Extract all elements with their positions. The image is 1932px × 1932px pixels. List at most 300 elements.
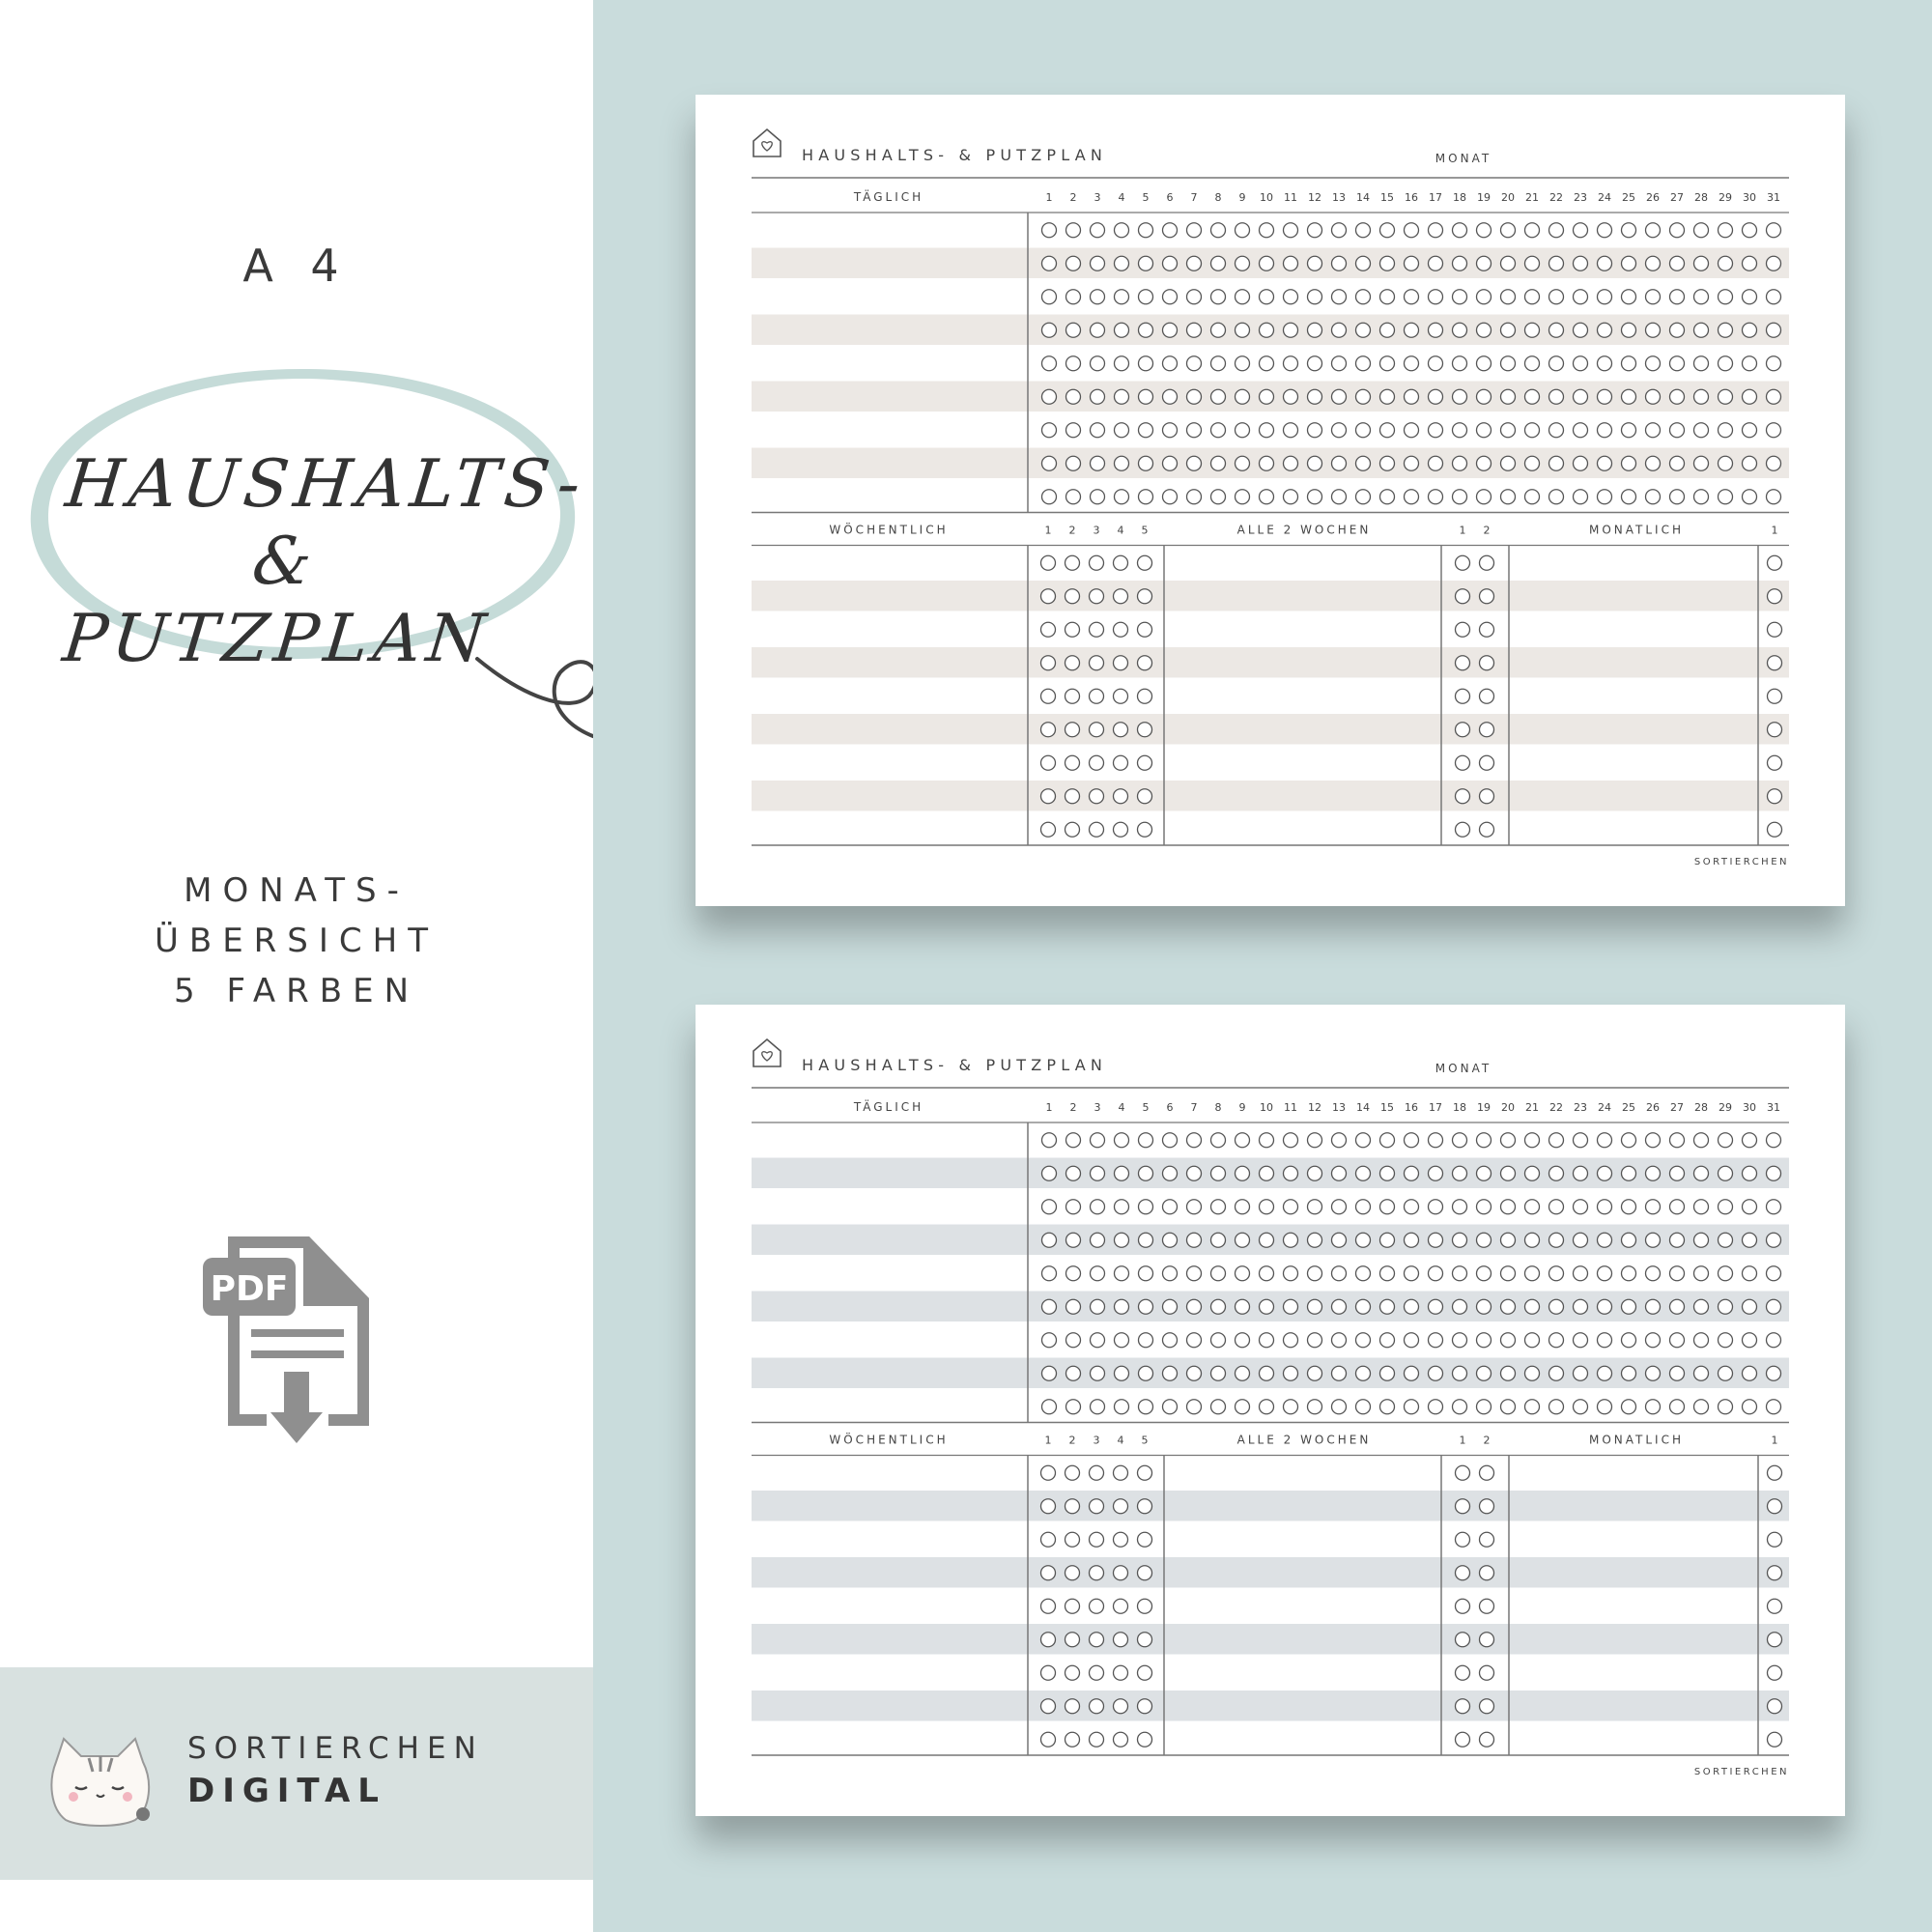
daily-checkbox[interactable] [1260,323,1274,337]
daily-checkbox[interactable] [1356,389,1371,404]
monthly-checkbox[interactable] [1768,589,1782,604]
daily-checkbox[interactable] [1115,1133,1129,1148]
daily-checkbox[interactable] [1163,290,1178,304]
daily-checkbox[interactable] [1260,1166,1274,1180]
daily-checkbox[interactable] [1598,1266,1612,1281]
daily-checkbox[interactable] [1308,490,1322,504]
daily-checkbox[interactable] [1670,256,1685,270]
weekly-checkbox[interactable] [1090,622,1104,637]
biweekly-checkbox[interactable] [1456,1732,1470,1747]
daily-checkbox[interactable] [1719,1299,1733,1314]
daily-checkbox[interactable] [1719,1133,1733,1148]
daily-checkbox[interactable] [1042,1200,1057,1214]
daily-checkbox[interactable] [1405,1333,1419,1348]
daily-checkbox[interactable] [1042,1400,1057,1414]
daily-checkbox[interactable] [1598,356,1612,371]
daily-checkbox[interactable] [1211,356,1226,371]
daily-checkbox[interactable] [1453,1166,1467,1180]
biweekly-checkbox[interactable] [1480,689,1494,703]
daily-checkbox[interactable] [1163,1166,1178,1180]
daily-checkbox[interactable] [1236,356,1250,371]
daily-checkbox[interactable] [1284,490,1298,504]
weekly-checkbox[interactable] [1065,622,1080,637]
daily-checkbox[interactable] [1211,389,1226,404]
daily-checkbox[interactable] [1694,1299,1709,1314]
weekly-checkbox[interactable] [1114,789,1128,804]
daily-checkbox[interactable] [1477,389,1492,404]
daily-checkbox[interactable] [1767,423,1781,438]
weekly-checkbox[interactable] [1065,656,1080,670]
daily-checkbox[interactable] [1139,323,1153,337]
daily-checkbox[interactable] [1284,423,1298,438]
daily-checkbox[interactable] [1622,389,1636,404]
daily-checkbox[interactable] [1236,456,1250,470]
daily-checkbox[interactable] [1646,456,1661,470]
daily-checkbox[interactable] [1356,490,1371,504]
daily-checkbox[interactable] [1163,256,1178,270]
daily-checkbox[interactable] [1501,1366,1516,1380]
daily-checkbox[interactable] [1598,256,1612,270]
daily-checkbox[interactable] [1284,1133,1298,1148]
daily-checkbox[interactable] [1574,356,1588,371]
daily-checkbox[interactable] [1405,290,1419,304]
monthly-checkbox[interactable] [1768,1499,1782,1514]
daily-checkbox[interactable] [1549,1333,1564,1348]
daily-checkbox[interactable] [1477,1133,1492,1148]
daily-checkbox[interactable] [1332,256,1347,270]
daily-checkbox[interactable] [1429,1333,1443,1348]
daily-checkbox[interactable] [1719,1266,1733,1281]
weekly-checkbox[interactable] [1065,1665,1080,1680]
daily-checkbox[interactable] [1477,1366,1492,1380]
daily-checkbox[interactable] [1574,1166,1588,1180]
daily-checkbox[interactable] [1066,1299,1081,1314]
weekly-checkbox[interactable] [1065,723,1080,737]
daily-checkbox[interactable] [1405,1200,1419,1214]
daily-checkbox[interactable] [1549,1266,1564,1281]
daily-checkbox[interactable] [1091,490,1105,504]
daily-checkbox[interactable] [1139,1233,1153,1247]
daily-checkbox[interactable] [1574,1333,1588,1348]
weekly-checkbox[interactable] [1065,689,1080,703]
daily-checkbox[interactable] [1429,1166,1443,1180]
biweekly-checkbox[interactable] [1456,822,1470,837]
weekly-checkbox[interactable] [1114,1566,1128,1580]
daily-checkbox[interactable] [1332,1366,1347,1380]
weekly-checkbox[interactable] [1114,1465,1128,1480]
weekly-checkbox[interactable] [1041,1633,1056,1647]
daily-checkbox[interactable] [1380,1333,1395,1348]
daily-checkbox[interactable] [1646,389,1661,404]
daily-checkbox[interactable] [1598,1299,1612,1314]
weekly-checkbox[interactable] [1090,589,1104,604]
daily-checkbox[interactable] [1308,389,1322,404]
daily-checkbox[interactable] [1042,389,1057,404]
daily-checkbox[interactable] [1380,389,1395,404]
daily-checkbox[interactable] [1042,1233,1057,1247]
biweekly-checkbox[interactable] [1480,1699,1494,1714]
daily-checkbox[interactable] [1767,323,1781,337]
weekly-checkbox[interactable] [1041,589,1056,604]
daily-checkbox[interactable] [1767,1400,1781,1414]
daily-checkbox[interactable] [1525,389,1540,404]
daily-checkbox[interactable] [1646,423,1661,438]
weekly-checkbox[interactable] [1065,789,1080,804]
daily-checkbox[interactable] [1284,389,1298,404]
weekly-checkbox[interactable] [1041,723,1056,737]
daily-checkbox[interactable] [1332,223,1347,238]
daily-checkbox[interactable] [1453,1366,1467,1380]
biweekly-checkbox[interactable] [1480,1465,1494,1480]
daily-checkbox[interactable] [1115,356,1129,371]
daily-checkbox[interactable] [1187,1233,1202,1247]
daily-checkbox[interactable] [1187,323,1202,337]
daily-checkbox[interactable] [1163,1266,1178,1281]
daily-checkbox[interactable] [1115,1266,1129,1281]
daily-checkbox[interactable] [1622,1400,1636,1414]
daily-checkbox[interactable] [1236,389,1250,404]
daily-checkbox[interactable] [1525,1299,1540,1314]
daily-checkbox[interactable] [1598,389,1612,404]
daily-checkbox[interactable] [1598,456,1612,470]
daily-checkbox[interactable] [1356,223,1371,238]
biweekly-checkbox[interactable] [1456,1499,1470,1514]
daily-checkbox[interactable] [1453,1299,1467,1314]
daily-checkbox[interactable] [1429,1400,1443,1414]
daily-checkbox[interactable] [1332,456,1347,470]
daily-checkbox[interactable] [1743,423,1757,438]
weekly-checkbox[interactable] [1041,1465,1056,1480]
daily-checkbox[interactable] [1525,1133,1540,1148]
daily-checkbox[interactable] [1767,389,1781,404]
daily-checkbox[interactable] [1694,1333,1709,1348]
weekly-checkbox[interactable] [1065,1732,1080,1747]
daily-checkbox[interactable] [1139,356,1153,371]
daily-checkbox[interactable] [1598,323,1612,337]
daily-checkbox[interactable] [1549,456,1564,470]
weekly-checkbox[interactable] [1114,755,1128,770]
weekly-checkbox[interactable] [1041,1665,1056,1680]
daily-checkbox[interactable] [1042,490,1057,504]
daily-checkbox[interactable] [1356,423,1371,438]
daily-checkbox[interactable] [1767,1200,1781,1214]
daily-checkbox[interactable] [1139,1266,1153,1281]
daily-checkbox[interactable] [1598,1166,1612,1180]
daily-checkbox[interactable] [1453,1133,1467,1148]
biweekly-checkbox[interactable] [1456,1633,1470,1647]
daily-checkbox[interactable] [1405,223,1419,238]
daily-checkbox[interactable] [1139,1400,1153,1414]
daily-checkbox[interactable] [1308,323,1322,337]
daily-checkbox[interactable] [1380,256,1395,270]
daily-checkbox[interactable] [1767,256,1781,270]
weekly-checkbox[interactable] [1041,689,1056,703]
daily-checkbox[interactable] [1332,423,1347,438]
weekly-checkbox[interactable] [1065,1532,1080,1547]
weekly-checkbox[interactable] [1041,755,1056,770]
daily-checkbox[interactable] [1743,1366,1757,1380]
daily-checkbox[interactable] [1091,356,1105,371]
daily-checkbox[interactable] [1236,1299,1250,1314]
daily-checkbox[interactable] [1042,356,1057,371]
daily-checkbox[interactable] [1236,1366,1250,1380]
daily-checkbox[interactable] [1308,1299,1322,1314]
biweekly-checkbox[interactable] [1480,589,1494,604]
daily-checkbox[interactable] [1356,1333,1371,1348]
daily-checkbox[interactable] [1767,490,1781,504]
daily-checkbox[interactable] [1598,490,1612,504]
daily-checkbox[interactable] [1767,1266,1781,1281]
biweekly-checkbox[interactable] [1456,1665,1470,1680]
daily-checkbox[interactable] [1211,1133,1226,1148]
daily-checkbox[interactable] [1719,1400,1733,1414]
monthly-checkbox[interactable] [1768,622,1782,637]
daily-checkbox[interactable] [1574,423,1588,438]
weekly-checkbox[interactable] [1090,1665,1104,1680]
daily-checkbox[interactable] [1115,490,1129,504]
biweekly-checkbox[interactable] [1480,555,1494,570]
daily-checkbox[interactable] [1260,456,1274,470]
daily-checkbox[interactable] [1477,1200,1492,1214]
weekly-checkbox[interactable] [1090,789,1104,804]
daily-checkbox[interactable] [1453,423,1467,438]
weekly-checkbox[interactable] [1114,689,1128,703]
daily-checkbox[interactable] [1260,389,1274,404]
daily-checkbox[interactable] [1743,323,1757,337]
daily-checkbox[interactable] [1670,223,1685,238]
daily-checkbox[interactable] [1356,1299,1371,1314]
daily-checkbox[interactable] [1284,1366,1298,1380]
daily-checkbox[interactable] [1042,456,1057,470]
daily-checkbox[interactable] [1236,490,1250,504]
monthly-checkbox[interactable] [1768,1566,1782,1580]
weekly-checkbox[interactable] [1114,589,1128,604]
daily-checkbox[interactable] [1598,423,1612,438]
daily-checkbox[interactable] [1066,1200,1081,1214]
weekly-checkbox[interactable] [1090,555,1104,570]
weekly-checkbox[interactable] [1065,1633,1080,1647]
daily-checkbox[interactable] [1405,323,1419,337]
daily-checkbox[interactable] [1646,1200,1661,1214]
daily-checkbox[interactable] [1453,1266,1467,1281]
daily-checkbox[interactable] [1525,323,1540,337]
daily-checkbox[interactable] [1091,1333,1105,1348]
daily-checkbox[interactable] [1501,323,1516,337]
daily-checkbox[interactable] [1042,323,1057,337]
daily-checkbox[interactable] [1236,423,1250,438]
daily-checkbox[interactable] [1767,290,1781,304]
daily-checkbox[interactable] [1187,1166,1202,1180]
daily-checkbox[interactable] [1042,290,1057,304]
daily-checkbox[interactable] [1598,1133,1612,1148]
daily-checkbox[interactable] [1598,1233,1612,1247]
daily-checkbox[interactable] [1429,1266,1443,1281]
daily-checkbox[interactable] [1670,490,1685,504]
daily-checkbox[interactable] [1405,1299,1419,1314]
daily-checkbox[interactable] [1549,1299,1564,1314]
daily-checkbox[interactable] [1211,1200,1226,1214]
daily-checkbox[interactable] [1549,256,1564,270]
biweekly-checkbox[interactable] [1480,1499,1494,1514]
daily-checkbox[interactable] [1501,1266,1516,1281]
daily-checkbox[interactable] [1091,1133,1105,1148]
daily-checkbox[interactable] [1549,423,1564,438]
daily-checkbox[interactable] [1453,256,1467,270]
daily-checkbox[interactable] [1163,490,1178,504]
monthly-checkbox[interactable] [1768,689,1782,703]
weekly-checkbox[interactable] [1041,555,1056,570]
daily-checkbox[interactable] [1308,1166,1322,1180]
daily-checkbox[interactable] [1260,1366,1274,1380]
monthly-checkbox[interactable] [1768,656,1782,670]
daily-checkbox[interactable] [1187,1366,1202,1380]
daily-checkbox[interactable] [1525,1333,1540,1348]
daily-checkbox[interactable] [1574,1133,1588,1148]
daily-checkbox[interactable] [1549,223,1564,238]
weekly-checkbox[interactable] [1138,1732,1152,1747]
weekly-checkbox[interactable] [1090,1499,1104,1514]
daily-checkbox[interactable] [1646,1133,1661,1148]
daily-checkbox[interactable] [1622,490,1636,504]
daily-checkbox[interactable] [1549,290,1564,304]
weekly-checkbox[interactable] [1138,1633,1152,1647]
daily-checkbox[interactable] [1574,456,1588,470]
daily-checkbox[interactable] [1211,1299,1226,1314]
daily-checkbox[interactable] [1115,456,1129,470]
daily-checkbox[interactable] [1260,1333,1274,1348]
daily-checkbox[interactable] [1380,1366,1395,1380]
monthly-checkbox[interactable] [1768,1699,1782,1714]
weekly-checkbox[interactable] [1041,789,1056,804]
daily-checkbox[interactable] [1622,256,1636,270]
daily-checkbox[interactable] [1646,290,1661,304]
daily-checkbox[interactable] [1139,423,1153,438]
daily-checkbox[interactable] [1356,1200,1371,1214]
weekly-checkbox[interactable] [1041,656,1056,670]
biweekly-checkbox[interactable] [1480,622,1494,637]
daily-checkbox[interactable] [1163,1200,1178,1214]
daily-checkbox[interactable] [1211,1366,1226,1380]
daily-checkbox[interactable] [1719,223,1733,238]
daily-checkbox[interactable] [1405,1133,1419,1148]
daily-checkbox[interactable] [1380,1166,1395,1180]
daily-checkbox[interactable] [1115,1233,1129,1247]
daily-checkbox[interactable] [1453,1400,1467,1414]
daily-checkbox[interactable] [1284,1233,1298,1247]
daily-checkbox[interactable] [1501,1200,1516,1214]
daily-checkbox[interactable] [1670,1200,1685,1214]
daily-checkbox[interactable] [1622,1200,1636,1214]
daily-checkbox[interactable] [1066,1266,1081,1281]
daily-checkbox[interactable] [1356,290,1371,304]
daily-checkbox[interactable] [1115,256,1129,270]
daily-checkbox[interactable] [1670,423,1685,438]
daily-checkbox[interactable] [1670,323,1685,337]
daily-checkbox[interactable] [1284,223,1298,238]
daily-checkbox[interactable] [1284,1200,1298,1214]
daily-checkbox[interactable] [1091,323,1105,337]
daily-checkbox[interactable] [1380,356,1395,371]
weekly-checkbox[interactable] [1090,1566,1104,1580]
daily-checkbox[interactable] [1163,456,1178,470]
daily-checkbox[interactable] [1091,423,1105,438]
weekly-checkbox[interactable] [1114,1633,1128,1647]
daily-checkbox[interactable] [1163,389,1178,404]
daily-checkbox[interactable] [1115,1400,1129,1414]
daily-checkbox[interactable] [1066,423,1081,438]
daily-checkbox[interactable] [1670,389,1685,404]
daily-checkbox[interactable] [1308,223,1322,238]
daily-checkbox[interactable] [1066,356,1081,371]
daily-checkbox[interactable] [1139,389,1153,404]
daily-checkbox[interactable] [1091,1366,1105,1380]
daily-checkbox[interactable] [1139,456,1153,470]
daily-checkbox[interactable] [1211,1266,1226,1281]
daily-checkbox[interactable] [1236,1233,1250,1247]
daily-checkbox[interactable] [1236,223,1250,238]
daily-checkbox[interactable] [1477,290,1492,304]
weekly-checkbox[interactable] [1090,656,1104,670]
daily-checkbox[interactable] [1694,1366,1709,1380]
daily-checkbox[interactable] [1574,490,1588,504]
daily-checkbox[interactable] [1187,1266,1202,1281]
daily-checkbox[interactable] [1429,1366,1443,1380]
daily-checkbox[interactable] [1308,456,1322,470]
daily-checkbox[interactable] [1743,290,1757,304]
daily-checkbox[interactable] [1405,256,1419,270]
weekly-checkbox[interactable] [1138,1532,1152,1547]
daily-checkbox[interactable] [1284,256,1298,270]
daily-checkbox[interactable] [1405,1233,1419,1247]
daily-checkbox[interactable] [1622,290,1636,304]
daily-checkbox[interactable] [1332,490,1347,504]
daily-checkbox[interactable] [1042,423,1057,438]
daily-checkbox[interactable] [1501,456,1516,470]
weekly-checkbox[interactable] [1138,1599,1152,1613]
daily-checkbox[interactable] [1042,256,1057,270]
daily-checkbox[interactable] [1453,356,1467,371]
biweekly-checkbox[interactable] [1456,755,1470,770]
daily-checkbox[interactable] [1405,356,1419,371]
weekly-checkbox[interactable] [1138,822,1152,837]
daily-checkbox[interactable] [1501,356,1516,371]
daily-checkbox[interactable] [1670,1400,1685,1414]
daily-checkbox[interactable] [1308,256,1322,270]
weekly-checkbox[interactable] [1114,1499,1128,1514]
weekly-checkbox[interactable] [1114,1532,1128,1547]
daily-checkbox[interactable] [1598,1366,1612,1380]
weekly-checkbox[interactable] [1138,689,1152,703]
daily-checkbox[interactable] [1767,1366,1781,1380]
daily-checkbox[interactable] [1260,1233,1274,1247]
daily-checkbox[interactable] [1598,223,1612,238]
daily-checkbox[interactable] [1574,290,1588,304]
daily-checkbox[interactable] [1356,1233,1371,1247]
daily-checkbox[interactable] [1380,323,1395,337]
daily-checkbox[interactable] [1501,490,1516,504]
daily-checkbox[interactable] [1501,290,1516,304]
weekly-checkbox[interactable] [1090,755,1104,770]
daily-checkbox[interactable] [1719,290,1733,304]
weekly-checkbox[interactable] [1138,1499,1152,1514]
daily-checkbox[interactable] [1163,1400,1178,1414]
daily-checkbox[interactable] [1743,389,1757,404]
weekly-checkbox[interactable] [1090,1532,1104,1547]
daily-checkbox[interactable] [1332,1233,1347,1247]
daily-checkbox[interactable] [1284,290,1298,304]
daily-checkbox[interactable] [1356,1166,1371,1180]
daily-checkbox[interactable] [1525,1266,1540,1281]
